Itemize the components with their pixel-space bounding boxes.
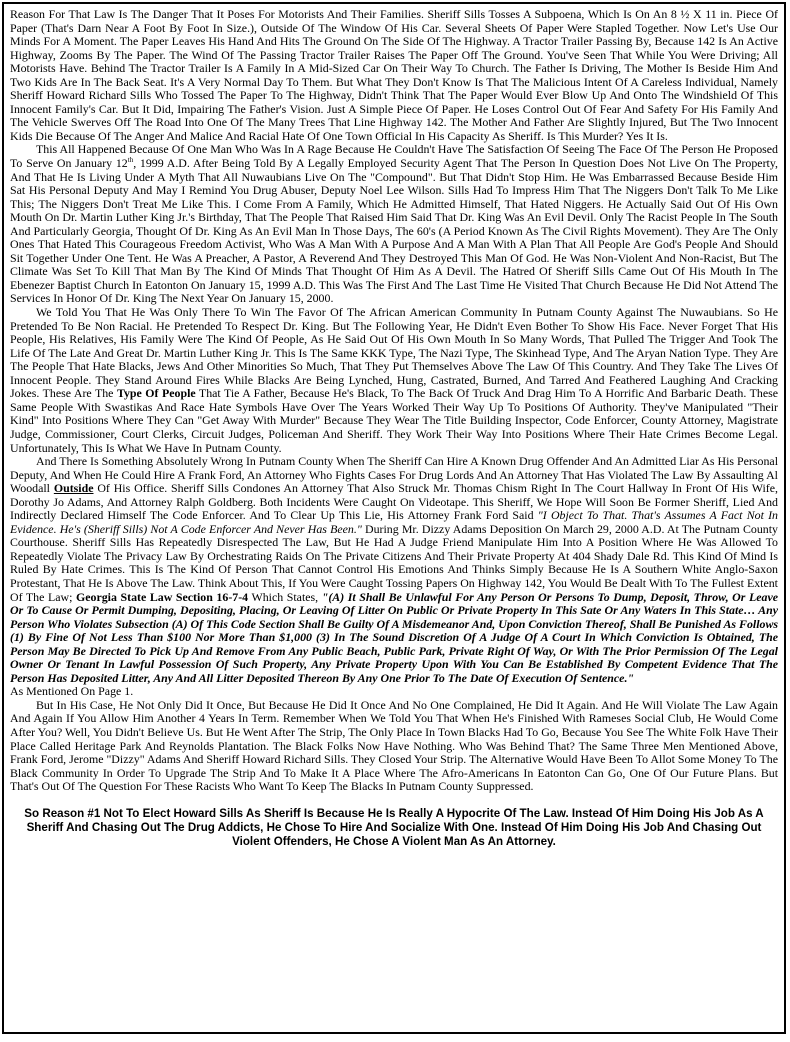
page-reference-text: As Mentioned On Page 1. bbox=[10, 684, 134, 699]
paragraph-4-text-c: During Mr. Dizzy Adams Deposition On March 29, 2000 A.D. At The Putnam County Courthouse. Sheriff Sills Has Repeatedly Disrespected The Law, But He Had A Judge Friend Manipulate Him Into A Position Where He Was Allowed To Repeatedly Violate The Privacy Law By Orchestrating Raids On The Private Citizens And Their Private Property At 404 Shady Dale Rd. This Kind Of Mind Is Ruled By Hate Crimes. This Is The Kind Of Person That Cannot Control His Emotions And Thinks Simply Because He Is A Southern White Anglo-Saxon Protestant, That He Is Above The Law. Think About This, If You Were Caught Tossing Papers On Highway 142, You Would Be Dealt With To The Fullest Extent Of The Law; bbox=[10, 521, 778, 604]
statute-quote: "(A) It Shall Be Unlawful For Any Person Or Persons To Dump, Deposit, Throw, Or Leave Or To Cause Or Permit Dumping, Depositing, Placing, Or Leaving Of Litter On Public Or Private Property In This Sate Or Any Waters In This State… Any Person Who Violates Subsection (A) Of This Code Section Shall Be Guilty Of A Misdemeanor And, Upon Conviction Thereof, Shall Be Punished As Follows (1) By Fine Of Not Less Than $100 Nor More Than $1,000 (3) In The Sound Discretion Of A Judge Of A Court In Which Conviction Is Obtained, The Person May Be Directed To Pick Up And Remove From Any Public Beach, Public Park, Private Right Of Way, Or With The Prior Permission Of The Legal Owner Or Tenant In Lawful Possession Of Such Property, Any Private Property Upon With You Can Be Established By Competent Evidence That The Person Has Deposited Litter, Any And All Litter Deposited Thereon By Any One Prior To The Date Of Execution Of Sentence." bbox=[10, 589, 778, 685]
emphasis-outside: Outside bbox=[53, 481, 94, 496]
paragraph-5-text: But In His Case, He Not Only Did It Once, But Because He Did It Once And No One Complained, He Did It Again. And He Will Violate The Law Again And Again If You Allow Him Another 4 Years In Term. Remember When We Told You That When He's Finished With Rameses Social Club, He Would Come After You? Well, You Didn't Believe Us. But He Went After The Strip, The Only Place In Town Blacks Had To Go, Because You See The White Folk Have Their Place Called Heritage Park And Reynolds Plantation. The Black Folks Now Have Nothing. Who Was Behind That? The Same Three Men Mentioned Above, Frank Ford, Jerome "Dizzy" Adams And Sheriff Howard Richard Sills. They Closed Your Strip. The Alternative Would Have Been To Allot Some Money To The Black Community In Order To Upgrade The Strip And To Make It A Place Where The Afro-Americans In Eatonton Can Go, One Of Our Future Plans. But That's Out Of The Question For These Racists Who Want To Keep The Blacks In Putnam County Suppressed. bbox=[10, 697, 778, 794]
paragraph-2 bbox=[10, 143, 778, 306]
emphasis-type-of-people: Type Of People bbox=[116, 386, 196, 401]
document-body bbox=[10, 8, 778, 849]
paragraph-3-text-b: That Tie A Father, Because He's Black, To The Back Of Truck And Drag Him To A Horrific And Barbaric Death. These Same People With Swastikas And Race Hate Symbols Have Over The Years Worked Their Way Up To Positions Of Authority. They've Manipulated "Their Kind" Into Positions Where They Can "Get Away With Murder" Because They Wear The Title Building Inspector, Code Enforcer, County Attorney, Magistrate Judge, Commissioner, Court Clerks, Circuit Judges, Policeman And Sheriff. They Work Their Way Into Positions Where Their Hate Crimes Become Legal. Unfortunately, This Is What We Have In Putnam County. bbox=[10, 386, 779, 455]
paragraph-2-text-a: This All Happened Because Of One Man Who Was In A Rage Because He Couldn't Have The Satisfaction Of Seeing The Face Of The Person He Proposed To Serve On January 12 bbox=[10, 142, 778, 171]
paragraph-3-text-a: We Told You That He Was Only There To Win The Favor Of The African American Community In Putnam County Against The Nuwaubians. So He Pretended To Be Non Racial. He Pretended To Respect Dr. King. But The Following Year, He Didn't Even Bother To Show His Face. Never Forget That His People, His Relatives, His Family Were The Kind Of People, As He Said Out Of His Own Mouth In So Many Words, That Pulled The Trigger And Took The Life Of The Late And Great Dr. Martin Luther King Jr. This Is The Same KKK Type, The Nazi Type, The Skinhead Type, And The Aryan Nation Type. They Are The People That Hate Blacks, Jews And Other Minorities So Much, That They Put Themselves Above The Law Of This Country. And They Take The Lives Of Innocent People. They Stand Around Fires While Blacks Are Being Lynched, Hung, Castrated, Burned, And Tarred And Feathered Laughing And Cracking Jokes. These Are The bbox=[10, 305, 778, 401]
paragraph-4 bbox=[10, 455, 778, 685]
paragraph-1 bbox=[10, 8, 778, 143]
law-section-reference: Georgia State Law Section 16-7-4 bbox=[75, 589, 249, 604]
page-reference-line bbox=[10, 685, 778, 699]
page-border bbox=[2, 2, 786, 1034]
paragraph-5 bbox=[10, 699, 778, 794]
paragraph-1-text: Reason For That Law Is The Danger That It Poses For Motorists And Their Families. Sheriff Sills Tosses A Subpoena, Which Is On An 8 ½ X 11 in. Piece Of Paper (That's Darn Near A Foot By Foot In Size.), Outside Of The Window Of His Car. Several Sheets Of Paper Were Stapled Together. Now Let's Use Our Minds For A Moment. The Paper Leaves His Hand And Hits The Ground On The Side Of The Highway. A Tractor Trailer Passing By, Because 142 Is An Active Highway, Zooms By The Paper. The Wind Of The Passing Tractor Trailer Raises The Paper Off The Ground. You've Seen That While You Were Driving; All Motorists Have. Behind The Tractor Trailer Is A Family In A Mid-Sized Car On Their Way To Church. The Father Is Driving, The Mother Is Beside Him And Two Kids Are In The Back Seat. It's A Very Normal Day To Them. But What They Don't Know Is That The Malicious Intent Of A Careless Individual, Namely Sheriff Howard Richard Sills Who Tossed The Paper To The Highway, Didn't Think That The Paper Would Ever Blow Up And Onto The Windshield Of This Innocent Family's Car. But It Did, Impairing The Father's Vision. Just A Simple Piece Of Paper. He Loses Control Out Of Fear And Safety For His Family And The Vehicle Swerves Off The Road Into One Of The Many Trees That Line Highway 142. The Mother And Father Are Slightly Injured, But The Two Innocent Kids Die Because Of The Anger And Malice And Racial Hate Of One Town Official In His Capacity As Sheriff. Is This Murder? Yes It Is. bbox=[10, 7, 778, 143]
paragraph-3 bbox=[10, 306, 778, 455]
attorney-quote: "I Object To That. That's Assumes A Fact Not In Evidence. He's (Sheriff Sills) Not A Code Enforcer And Never Has Been." bbox=[10, 508, 778, 536]
paragraph-4-text-a: And There Is Something Absolutely Wrong In Putnam County When The Sheriff Can Hire A Known Drug Offender And An Admitted Liar As His Personal Deputy, And When He Could Hire A Frank Ford, An Attorney Who Fights Cases For Drug Lords And An Attorney That Has Violated The Law By Assaulting Al Woodall bbox=[10, 454, 778, 496]
paragraph-4-text-b: Of His Office. Sheriff Sills Condones An Attorney That Also Struck Mr. Thomas Chism Right In The Court Hallway In Front Of His Wife, Dorothy Jo Adams, And Attorney Ralph Goldberg. Both Incidents Were Caught On Videotape. This Sheriff, We Hope Will Soon Be Former Sheriff, Lied And Indirectly Declared Himself The Code Enforcer. And To Clear Up This Lie, His Attorney Frank Ford Said bbox=[10, 481, 779, 523]
paragraph-2-text-b: , 1999 A.D. After Being Told By A Legally Employed Security Agent That The Person In Question Does Not Live On The Property, And That He Is Living Under A Myth That All Nuwaubians Live On The "Compound". But That Didn't Stop Him. He Was Embarrassed Because Beside Him Sat His Personal Deputy And May I Remind You Drug Abuser, Deputy Noel Lee Wilson. Sills Had To Impress Him That The Niggers Don't Talk To Me Like This; The Niggers Don't Treat Me Like This. I Come From A Family, Which He Admitted Himself, That Hated Niggers. He Actually Said Out Of His Own Mouth On Dr. Martin Luther King Jr.'s Birthday, That The People That Raised Him Said That Dr. King Was An Evil Devil. Only The Racist People In The South And Particularly Georgia, Thought Of Dr. King As An Evil Man In Those Days, The 60's (A Period Known As The Civil Rights Movement). They Are The Only Ones That Hated This Courageous Freedom Activist, Who Was A Man With A Purpose And A Man With A Plan That All People Are God's People And Should Sit Together Under One Tent. He Was A Preacher, A Pastor, A Reverend And They Destroyed This Man Of God. He Was Non-Violent And Non-Racist, But The Climate Was Set To Kill That Man By The Kind Of Minds That Thought Of Him As A Devil. The Hatred Of Sheriff Sills Came Out Of His Mouth In The Ebenezer Baptist Church In Eatonton On January 15, 1999 A.D. This Was The First And The Last Time He Visited That Church Because He Did Not Attend The Services In Honor Of Dr. King The Next Year On January 15, 2000. bbox=[10, 156, 778, 306]
paragraph-4-text-d: Which States, bbox=[248, 589, 322, 604]
closing-statement: So Reason #1 Not To Elect Howard Sills As Sheriff Is Because He Is Really A Hypocrite Of The Law. Instead Of Him Doing His Job As A Sheriff And Chasing Out The Drug Addicts, He Chose To Hire And Socialize With One. Instead Of Him Doing His Job And Chasing Out Violent Offenders, He Chose A Violent Man As An Attorney. bbox=[24, 806, 764, 848]
ordinal-superscript: th bbox=[127, 156, 134, 165]
